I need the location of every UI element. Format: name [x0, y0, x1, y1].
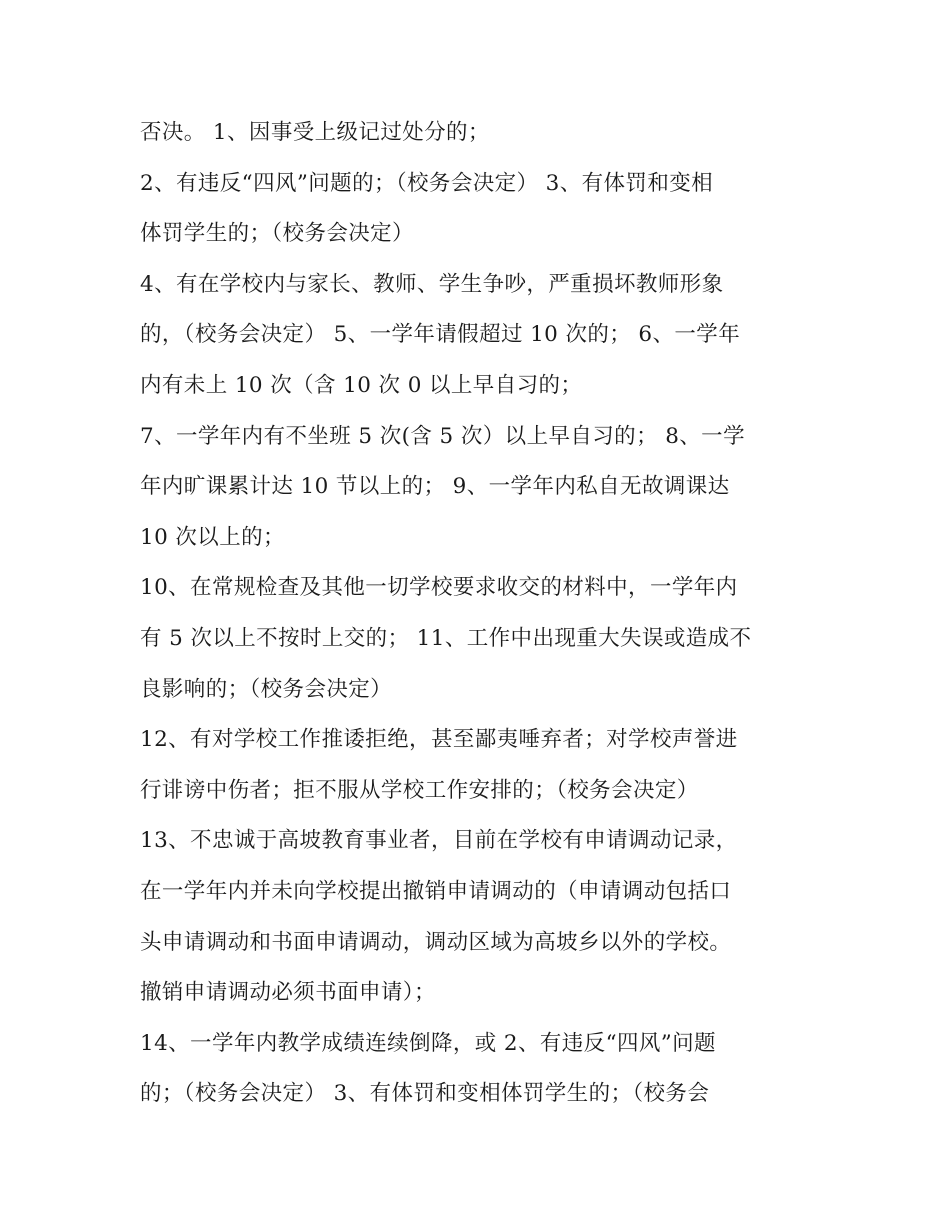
text-line: 行诽谤中伤者；拒不服从学校工作安排的；（校务会决定） [140, 777, 699, 803]
text-line: 7、一学年内有不坐班 5 次(含 5 次）以上早自习的； 8、一学 [140, 423, 745, 449]
text-line: 的，（校务会决定） 5、一学年请假超过 10 次的； 6、一学年 [140, 322, 741, 348]
text-line: 4、有在学校内与家长、教师、学生争吵，严重损坏教师形象 [140, 271, 724, 297]
text-line: 在一学年内并未向学校提出撤销申请调动的（申请调动包括口 [140, 878, 732, 904]
text-line: 10、在常规检查及其他一切学校要求收交的材料中，一学年内 [140, 575, 738, 601]
text-line: 13、不忠诚于高坡教育事业者，目前在学校有申请调动记录， [140, 828, 738, 854]
text-line: 内有未上 10 次（含 10 次 0 以上早自习的； [140, 372, 583, 398]
text-line: 体罚学生的；（校务会决定） [140, 221, 414, 247]
text-line: 2、有违反“四风”问题的；（校务会决定） 3、有体罚和变相 [140, 170, 714, 196]
text-line: 12、有对学校工作推诿拒绝，甚至鄙夷唾弃者；对学校声誉进 [140, 727, 738, 753]
text-line: 良影响的；（校务会决定） [140, 676, 393, 702]
text-line: 10 次以上的； [140, 524, 285, 550]
text-line: 有 5 次以上不按时上交的； 11、工作中出现重大失误或造成不 [140, 625, 752, 651]
text-line: 年内旷课累计达 10 节以上的； 9、一学年内私自无故调课达 [140, 474, 730, 500]
text-line: 否决。 1、因事受上级记过处分的； [140, 120, 490, 145]
text-line: 头申请调动和书面申请调动，调动区域为高坡乡以外的学校。 [140, 929, 732, 955]
document-body [140, 108, 820, 1120]
text-line: 14、一学年内教学成绩连续倒降，或 2、有违反“四风”问题 [140, 1030, 716, 1056]
text-line: 撤销申请调动必须书面申请）； [140, 980, 436, 1006]
text-line: 的；（校务会决定） 3、有体罚和变相体罚学生的；（校务会 [140, 1081, 710, 1107]
